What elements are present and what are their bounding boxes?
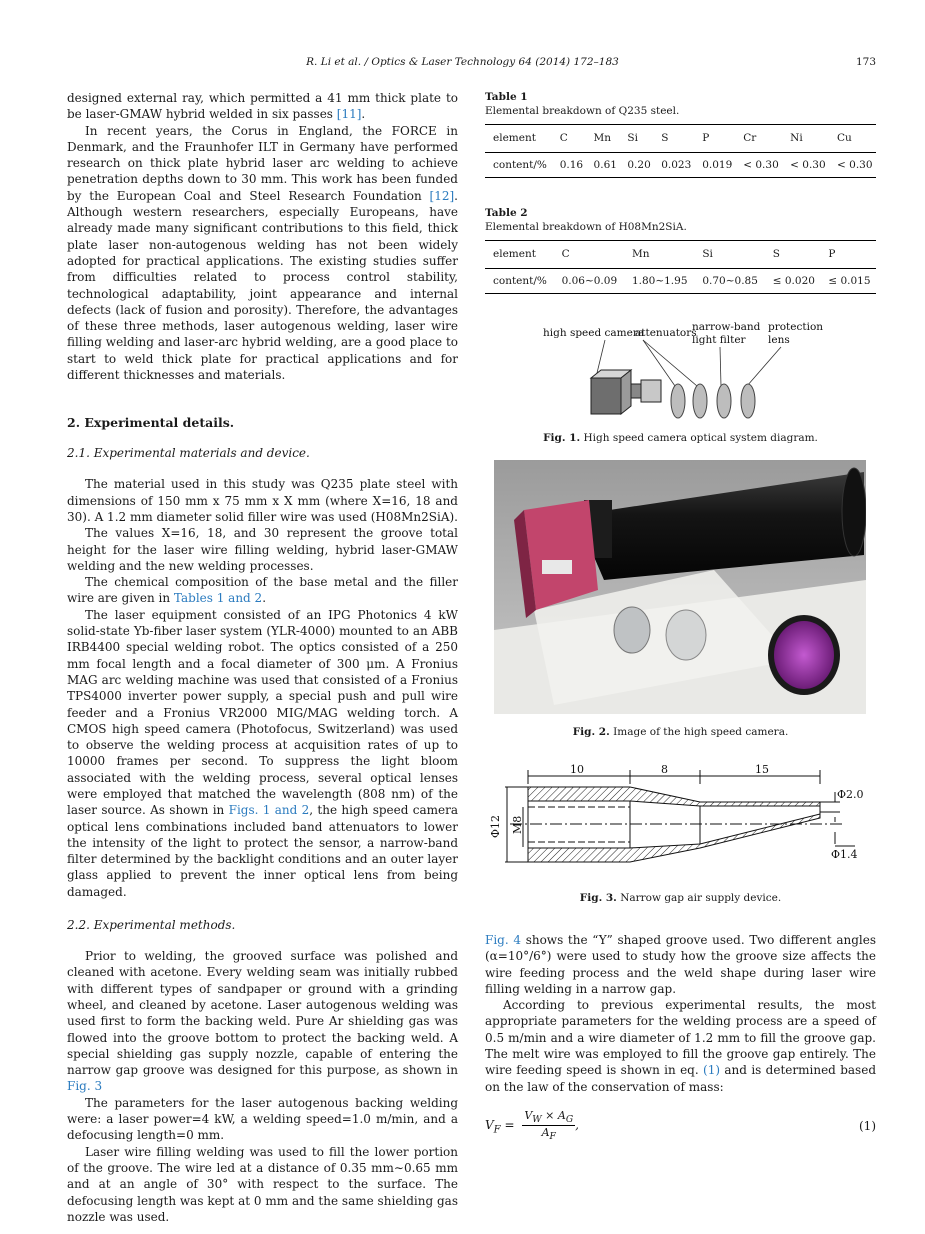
table-cell: content/%	[493, 275, 547, 287]
right-column	[485, 90, 876, 1142]
paragraph: designed external ray, which permitted a 41 mm thick plate to be laser-GMAW hybrid welded in six passes [11].	[67, 91, 458, 122]
dimension-label: 8	[661, 763, 668, 776]
paragraph: The laser equipment consisted of an IPG Photonics 4 kW solid-state Yb-fiber laser system (YLR-4000) mounted to an ABB IRB4400 special welding robot. The optics consisted of a 250 mm focal length and a focal diameter of 300 μm. A Fronius MAG arc welding machine was used that consisted of a Fronius TPS4000 inverter power supply, a special push and pull wire feeder and a Fronius VR2000 MIG/MAG welding torch. A CMOS high speed camera (Photofocus, Switzerland) was used to observe the welding process at acquisition rates of up to 10000 frames per second. To suppress the light bloom associated with the welding process, several optical lenses were employed that matched the wavelength (808 nm) of the laser source. As shown in Figs. 1 and 2, the high speed camera optical lens combinations included band attenuators to lower the intensity of the light to protect the sensor, a narrow-band filter determined by the backlight conditions and an outer layer glass applied to prevent the inner optical lens from being damaged.	[67, 607, 458, 899]
figure-link[interactable]: Fig. 4	[485, 933, 521, 947]
label-filter-line2: light filter	[692, 334, 746, 346]
equation-number: (1)	[859, 1118, 876, 1133]
paragraph: In recent years, the Corus in England, the FORCE in Denmark, and the Fraunhofer ILT in Germany have performed research on thick plate hybrid laser arc welding to achieve penetration depths down to 30 mm. This work has been funded by the European Coal and Steel Research Foundation [12]. Although western researchers, especially Europeans, have already made many significant contributions to this field, thick plate laser non-autogenous welding has not been widely adopted for practical applications. The existing studies suffer from difficulties related to process control stability, technological adaptability, joint appearance and internal defects (lack of fusion and porosity). Therefore, the advantages of these three methods, laser autogenous welding, laser wire filling welding and laser-arc hybrid welding, are a good place to start to weld thick plate for practical applications and for different thicknesses and materials.	[67, 123, 458, 383]
nozzle-technical-drawing	[485, 762, 876, 890]
table-cell: < 0.30	[743, 159, 779, 171]
table-header-cell: Cu	[829, 125, 876, 153]
table-header-cell: Mn	[586, 125, 620, 153]
table1-caption: Table 1 Elemental breakdown of Q235 steel.	[485, 90, 876, 118]
equation-link[interactable]: (1)	[703, 1063, 721, 1078]
table-cell: ≤ 0.020	[772, 275, 815, 287]
paragraph: The parameters for the laser autogenous backing welding were: a laser power=4 kW, a welding speed=1.0 m/min, and a defocusing length=0 mm.	[67, 1095, 458, 1143]
label-protection-line1: protection	[768, 321, 824, 333]
paragraph: The material used in this study was Q235 plate steel with dimensions of 150 mm x 75 mm x X mm (where X=16, 18 and 30). A 1.2 mm diameter solid filler wire was used (H08Mn2SiA).	[67, 477, 458, 524]
protection-lens-icon	[741, 384, 755, 418]
attenuator-lens-icon	[693, 384, 707, 418]
dimension-label: M8	[511, 815, 524, 834]
label-high-speed-camera: high speed camera	[543, 327, 645, 339]
table-header-cell: element	[485, 241, 554, 269]
table-header-cell: S	[653, 125, 694, 153]
left-column	[67, 90, 458, 1225]
subsection-heading: 2.2. Experimental methods.	[67, 918, 236, 933]
journal-citation: R. Li et al. / Optics & Laser Technology 64 (2014) 172–183	[306, 56, 619, 68]
table-cell: 0.16	[559, 159, 584, 171]
table-cell: 0.06∼0.09	[561, 275, 618, 287]
table-row	[485, 269, 876, 294]
camera-body-icon	[524, 500, 598, 610]
filter-lens-icon	[717, 384, 731, 418]
table-cell: content/%	[493, 159, 547, 171]
dimension-label: Φ12	[489, 814, 502, 838]
figure3-caption: Fig. 3. Narrow gap air supply device.	[579, 892, 782, 904]
section-heading: 2. Experimental details.	[67, 415, 235, 431]
table-header-cell: C	[554, 241, 624, 269]
dimension-label: 10	[570, 763, 584, 776]
figure2-caption: Fig. 2. Image of the high speed camera.	[572, 726, 789, 738]
table-cell: 1.80∼1.95	[631, 275, 688, 287]
table-label: Table 1	[485, 91, 528, 103]
table2	[485, 240, 876, 294]
dimension-label: Φ1.4	[831, 848, 858, 861]
page-number: 173	[855, 56, 876, 68]
paragraph: According to previous experimental results, the most appropriate parameters for the welding process are a speed of 0.5 m/min and a wire diameter of 1.2 mm to fill the groove gap. The melt wire was employed to fill the groove gap entirely. The wire feeding speed is shown in eq. (1) and is determined based on the law of the conservation of mass:	[485, 998, 876, 1094]
equation-1	[485, 1109, 876, 1142]
optical-system-diagram	[485, 318, 876, 428]
citation-link[interactable]: [11]	[336, 107, 362, 122]
paragraph: The values X=16, 18, and 30 represent the groove total height for the laser wire filling welding, hybrid laser-GMAW welding and the new welding processes.	[67, 526, 458, 573]
figure2-photo	[494, 460, 866, 714]
table-cell: 0.70∼0.85	[702, 275, 758, 287]
paragraph: Laser wire filling welding was used to fill the lower portion of the groove. The wire led at a distance of 0.35 mm∼0.65 mm and at an angle of 30° with respect to the surface. The defocusing length was kept at 0 mm and the same shielding gas nozzle was used.	[67, 1144, 458, 1224]
figure1	[485, 318, 876, 428]
label-protection-line2: lens	[768, 334, 790, 346]
camera-photo-illustration	[494, 460, 866, 714]
subsection-heading: 2.1. Experimental materials and device.	[67, 446, 310, 461]
attenuator-lens-icon	[671, 384, 685, 418]
table-header-cell: element	[485, 125, 552, 153]
table-label: Table 2	[485, 207, 528, 219]
dimension-label: Φ2.0	[837, 788, 864, 801]
figure1-caption: Fig. 1. High speed camera optical system diagram.	[543, 432, 818, 444]
table1	[485, 124, 876, 178]
table-link[interactable]: Tables 1 and 2	[173, 591, 263, 606]
label-filter-line1: narrow-band	[692, 321, 761, 333]
table-header-cell: Si	[619, 125, 653, 153]
table-cell: 0.023	[661, 159, 692, 171]
camera-body-icon	[591, 370, 661, 414]
table-header-cell: Si	[694, 241, 764, 269]
running-header	[0, 56, 925, 72]
table-header-cell: P	[694, 125, 735, 153]
paragraph: Prior to welding, the grooved surface was polished and cleaned with acetone. Every welding seam was initially rubbed with different types of sandpaper or ground with a grinding wheel, and cleaned by acetone. Laser autogenous welding was used first to form the backing weld. Pure Ar shielding gas was flowed into the groove bottom to protect the backing weld. A special shielding gas supply nozzle, capable of entering the narrow gap groove was designed for this purpose, as shown in Fig. 3	[67, 949, 458, 1094]
table-cell: < 0.30	[837, 159, 873, 171]
table-header-cell: Ni	[782, 125, 829, 153]
label-attenuators: attenuators	[635, 327, 697, 339]
table-row	[485, 153, 876, 178]
equation-body: $V_F$ = $\frac{V_W \times A_G}{A_F}$ ,	[485, 1108, 579, 1143]
dimension-label: 15	[755, 763, 769, 776]
citation-link[interactable]: [12]	[429, 188, 455, 203]
table-cell: 0.019	[702, 159, 733, 171]
paragraph: The chemical composition of the base metal and the filler wire are given in Tables 1 and 2.	[67, 575, 458, 606]
figure3	[485, 762, 876, 890]
table-header-cell: C	[552, 125, 586, 153]
table-header-cell: Cr	[735, 125, 782, 153]
table2-caption: Table 2 Elemental breakdown of H08Mn2SiA.	[485, 206, 876, 234]
paragraph: Fig. 4 shows the “Y” shaped groove used. Two different angles (α=10°/6°) were used to study how the groove size affects the wire feeding process and the weld shape during laser wire filling welding in a narrow gap.	[485, 933, 877, 996]
table-header-cell: Mn	[624, 241, 694, 269]
table-header-cell: S	[765, 241, 821, 269]
table-cell: 0.61	[593, 159, 617, 171]
table-header-cell: P	[820, 241, 876, 269]
table-cell: 0.20	[627, 159, 651, 171]
figure-link[interactable]: Fig. 3	[67, 1079, 103, 1094]
table-cell: < 0.30	[790, 159, 826, 171]
table-cell: ≤ 0.015	[828, 275, 871, 287]
figure-link[interactable]: Figs. 1 and 2	[228, 803, 310, 818]
